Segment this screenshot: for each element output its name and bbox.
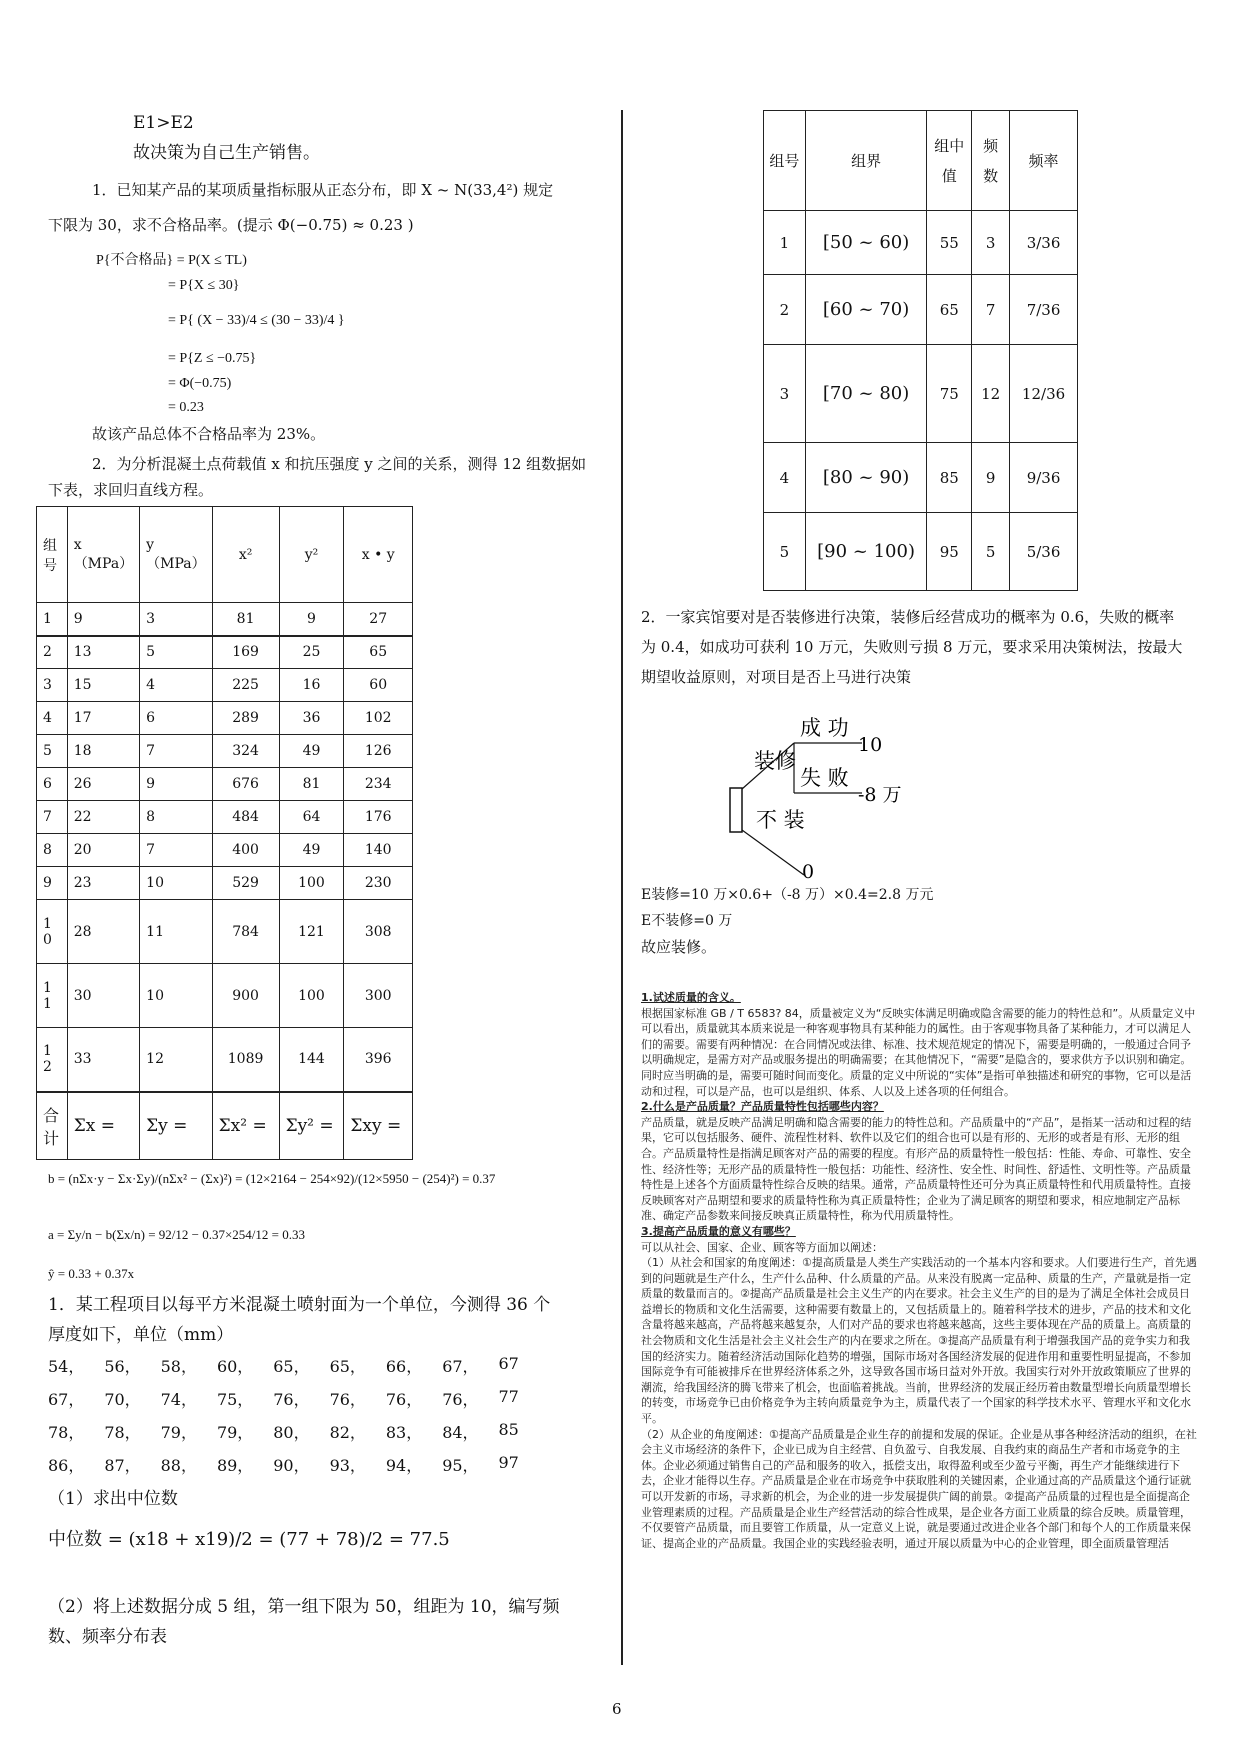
cell: 49 <box>279 735 344 768</box>
q1-step-5: = Φ(−0.75) <box>168 376 232 391</box>
total-label: 合计 <box>37 1092 68 1160</box>
cell: 300 <box>344 964 413 1028</box>
data-value: 93， <box>329 1456 366 1475</box>
data-value: 54， <box>48 1357 85 1376</box>
data-value: 83， <box>385 1423 423 1442</box>
cell: 396 <box>344 1028 413 1092</box>
cell: [90 ~ 100) <box>805 513 926 591</box>
header-x: x（MPa） <box>67 507 139 603</box>
expected-no-renovate: E不装修=0 万 <box>641 913 733 929</box>
table-row <box>37 735 413 768</box>
q4-text-line3: 期望收益原则，对项目是否上马进行决策 <box>641 668 912 686</box>
cell: 5 <box>37 735 68 768</box>
cell: 17 <box>67 702 139 735</box>
cell: 9 <box>972 443 1010 513</box>
cell: 3 <box>140 603 212 636</box>
cell: 3 <box>37 669 68 702</box>
data-value: 89， <box>216 1456 254 1475</box>
cell: 28 <box>67 900 139 964</box>
cell: 25 <box>279 636 344 669</box>
cell: 169 <box>212 636 279 669</box>
section-body: （2）从企业的角度阐述：①提高产品质量是企业生存的前提和发展的保证。企业是从事各种经济活动的组织，在社会主义市场经济的条件下，企业已成为自主经营、自负盈亏、自我发展、自我约束的商品生产者和市场竞争的主体。企业必须通过销售自己的产品和服务的收入，抵偿支出，取得盈利或至少盈亏平衡，再生产才能继续进行下去，企业才能得以生存。产品质量是企业在市场竞争中获取胜利的关键因素，企业通过高的产品质量这个通行证就可以开发新的市场，寻求新的机会，为企业的进一步发展提供广阔的前景。②提高产品质量的过程也是全面提高企业管理素质的过程。产品质量是企业生产经营活动的综合性成果，是企业各方面工业质量的综合反映。质量管理，不仅要管产品质量，而且要管工作质量，从一定意义上说，就是要通过改进企业各个部门和每个人的工作质量来保证、提高企业的产品质量。我国企业的实践经验表明，通过开展以质量为中心的企业管理，即全面质量管理活 <box>641 1427 1197 1550</box>
data-value: 56， <box>104 1357 141 1376</box>
cell: 33 <box>67 1028 139 1092</box>
cell: [70 ~ 80) <box>805 345 926 443</box>
table-row <box>37 702 413 735</box>
cell: 4 <box>140 669 212 702</box>
table-row <box>37 768 413 801</box>
cell: [60 ~ 70) <box>805 275 926 345</box>
data-row <box>48 1354 538 1387</box>
header-group-no: 组号 <box>764 111 806 211</box>
q1-text-line1: 1．已知某产品的某项质量指标服从正态分布，即 X ~ N(33,4²) 规定 <box>92 181 554 199</box>
cell: 900 <box>212 964 279 1028</box>
cell: 6 <box>140 702 212 735</box>
cell: 121 <box>279 900 344 964</box>
cell: 10 <box>140 964 212 1028</box>
data-row <box>48 1420 538 1453</box>
table-row <box>37 636 413 669</box>
essay-section <box>641 990 1198 1551</box>
cell: 75 <box>927 345 972 443</box>
cell: 308 <box>344 900 413 964</box>
data-value: 70， <box>104 1390 141 1409</box>
header-xy: x • y <box>344 507 413 603</box>
cell: 65 <box>927 275 972 345</box>
section-title: 2.什么是产品质量？产品质量特性包括哪些内容？ <box>641 1100 884 1114</box>
median-formula: 中位数 = (x18 + x19)/2 = (77 + 78)/2 = 77.5 <box>48 1529 450 1550</box>
q1-step-6: = 0.23 <box>168 400 204 415</box>
data-value: 75， <box>216 1390 254 1409</box>
q3-sub2-line1: （2）将上述数据分成 5 组，第一组下限为 50，组距为 10，编写频 <box>48 1597 560 1617</box>
table-row <box>37 1028 413 1092</box>
cell: 9 <box>67 603 139 636</box>
data-row <box>48 1453 538 1486</box>
data-value: 76， <box>273 1390 310 1409</box>
q4-text-line2: 为 0.4，如成功可获利 10 万元，失败则亏损 8 万元，要求采用决策树法，按最大 <box>641 638 1183 656</box>
cell: 81 <box>279 768 344 801</box>
data-value: 87， <box>104 1456 141 1475</box>
data-value: 76， <box>385 1390 423 1409</box>
table-row <box>764 275 1078 345</box>
q2-text-line2: 下表，求回归直线方程。 <box>48 481 214 499</box>
cell: 65 <box>344 636 413 669</box>
cell: 27 <box>344 603 413 636</box>
cell: 7 <box>140 834 212 867</box>
header-x2: x² <box>212 507 279 603</box>
data-value: 65， <box>273 1357 310 1376</box>
cell: 144 <box>279 1028 344 1092</box>
q1-step-2: = P{X ≤ 30} <box>168 278 240 293</box>
cell: 10 <box>140 867 212 900</box>
data-value: 60， <box>216 1357 254 1376</box>
data-value: 97 <box>498 1453 519 1472</box>
cell: 4 <box>764 443 806 513</box>
header-group: 组号 <box>37 507 68 603</box>
cell: 784 <box>212 900 279 964</box>
cell: 140 <box>344 834 413 867</box>
table-row <box>37 964 413 1028</box>
cell: 234 <box>344 768 413 801</box>
header-group-bound: 组界 <box>805 111 926 211</box>
data-value: 94， <box>385 1456 423 1475</box>
page-number: 6 <box>612 1700 622 1718</box>
data-value: 78， <box>104 1423 141 1442</box>
q1-text-line2: 下限为 30，求不合格品率。(提示 Φ(−0.75) ≈ 0.23 ) <box>48 216 414 234</box>
cell: 7 <box>140 735 212 768</box>
q1-answer: 故该产品总体不合格品率为 23%。 <box>92 425 326 443</box>
cell: 126 <box>344 735 413 768</box>
cell: 30 <box>67 964 139 1028</box>
expected-renovate: E装修=10 万×0.6+（-8 万）×0.4=2.8 万元 <box>641 887 934 903</box>
table-row <box>37 867 413 900</box>
q1-step-4: = P{Z ≤ −0.75} <box>168 351 257 366</box>
q1-step-3: = P{ (X − 33)/4 ≤ (30 − 33)/4 } <box>168 313 345 328</box>
cell: 16 <box>279 669 344 702</box>
table-total-row <box>37 1092 413 1160</box>
cell: 484 <box>212 801 279 834</box>
data-value: 58， <box>160 1357 197 1376</box>
section-title: 3.提高产品质量的意义有哪些？ <box>641 1224 796 1238</box>
cell: [50 ~ 60) <box>805 211 926 275</box>
data-value: 79， <box>160 1423 197 1442</box>
data-value: 77 <box>498 1387 519 1406</box>
column-divider <box>621 110 623 1665</box>
data-value: 79， <box>216 1423 254 1442</box>
data-value: 74， <box>160 1390 197 1409</box>
data-value: 66， <box>385 1357 423 1376</box>
cell: 100 <box>279 964 344 1028</box>
label-success: 成 功 <box>800 716 849 740</box>
data-value: 67 <box>498 1354 519 1373</box>
label-renovate: 装修 <box>754 749 796 773</box>
cell: 10 <box>37 900 68 964</box>
cell: 13 <box>67 636 139 669</box>
table-header-row <box>37 507 413 603</box>
section-title: 1.试述质量的含义。 <box>641 991 741 1004</box>
cell: 9 <box>37 867 68 900</box>
header-rate: 频率 <box>1010 111 1078 211</box>
table-row <box>37 603 413 636</box>
cell: 9/36 <box>1010 443 1078 513</box>
table-row <box>764 513 1078 591</box>
section-body: （1）从社会和国家的角度阐述：①提高质量是人类生产实践活动的一个基本内容和要求。人们要进行生产，首先遇到的问题就是生产什么，生产什么品种、什么质量的产品。从来没有脱离一定品种、质量的生产，产量就是指一定质量的数量而言的。②提高产品质量是社会主义生产的内在要求。社会主义生产的目的是为了满足全体社会成员日益增长的物质和文化生活需要，这种需要有数量上的，又包括质量上的。随着科学技术的进步，产品的技术和文化含量将越来越高，产品将越来越复杂，人们对产品的要求也将越来越高，这些主要体现在产品的质量上。高质量的社会物质和文化生活是社会主义社会生产的内在要求之所在。③提高产品质量有利于增强我国产品的竞争实力和我国的经济实力。随着经济活动国际化趋势的增强，国际市场对各国经济发展的促进作用和重要性明显提高，不参加国际竞争有可能被排斥在世界经济体系之外，这导致各国市场日益对外开放。我国实行对外开放政策顺应了世界的潮流，给我国经济的腾飞带来了机会，也面临着挑战。当前，世界经济的发展正经历着由数量型增长向质量型增长的转变，市场竞争已由价格竞争为主转向质量竞争为主，质量代表了一个国家的科学技术水平、管理水平和文化水平。 <box>641 1256 1197 1426</box>
cell: 529 <box>212 867 279 900</box>
cell: 324 <box>212 735 279 768</box>
cell: 81 <box>212 603 279 636</box>
cell: 8 <box>140 801 212 834</box>
cell: 22 <box>67 801 139 834</box>
cell: 3 <box>764 345 806 443</box>
value-success: 10 <box>858 734 883 756</box>
value-no-renovate: 0 <box>802 861 815 883</box>
label-failure: 失 败 <box>800 766 849 790</box>
table-row <box>37 834 413 867</box>
label-no-renovate: 不 装 <box>756 808 805 832</box>
cell: 11 <box>37 964 68 1028</box>
cell: 1 <box>37 603 68 636</box>
q3-text-line2: 厚度如下，单位（mm） <box>48 1325 234 1345</box>
cell: 230 <box>344 867 413 900</box>
conclusion-produce: 故决策为自己生产销售。 <box>133 143 320 163</box>
table-row <box>764 443 1078 513</box>
header-mid-value: 组中值 <box>927 111 972 211</box>
cell: 102 <box>344 702 413 735</box>
section-body: 产品质量，就是反映产品满足明确和隐含需要的能力的特性总和。产品质量中的“产品”，是指某一活动和过程的结果，它可以包括服务、硬件、流程性材料、软件以及它们的组合也可以是有形的、无形的或者是有形、无形的组合。产品质量特性是指满足顾客对产品的需要的程度。有形产品的质量特性一般包括：性能、寿命、可靠性、安全性、经济性等；无形产品的质量特性一般包括：功能性、经济性、安全性、时间性、舒适性、文明性等。产品质量特性是上述各个方面质量特性综合反映的结果。通常，产品质量特性还可分为真正质量特性和代用质量特性。直接反映顾客对产品期望和要求的质量特性称为真正质量特性；企业为了满足顾客的期望和要求，相应地制定产品标准、确定产品参数来间接反映真正质量特性，称为代用质量特性。 <box>641 1115 1192 1223</box>
header-frequency: 频数 <box>972 111 1010 211</box>
cell: 9 <box>279 603 344 636</box>
decision-node <box>730 788 742 832</box>
data-value: 80， <box>273 1423 310 1442</box>
conclusion-renovate: 故应装修。 <box>641 938 717 956</box>
regression-table <box>36 506 413 1160</box>
cell: 9 <box>140 768 212 801</box>
branch-no-renovate <box>742 830 804 875</box>
cell: 12 <box>37 1028 68 1092</box>
cell: 18 <box>67 735 139 768</box>
data-value: 86， <box>48 1456 85 1475</box>
cell: 64 <box>279 801 344 834</box>
cell: 7/36 <box>1010 275 1078 345</box>
q2-text-line1: 2．为分析混凝土点荷载值 x 和抗压强度 y 之间的关系，测得 12 组数据如 <box>92 455 587 473</box>
cell: 26 <box>67 768 139 801</box>
cell: 36 <box>279 702 344 735</box>
cell: 225 <box>212 669 279 702</box>
data-value: 76， <box>329 1390 366 1409</box>
data-value: 67， <box>48 1390 85 1409</box>
cell: 60 <box>344 669 413 702</box>
decision-tree <box>700 705 940 885</box>
section-body: 可以从社会、国家、企业、顾客等方面加以阐述： <box>641 1240 883 1254</box>
cell: 5 <box>140 636 212 669</box>
cell: 49 <box>279 834 344 867</box>
header-y2: y² <box>279 507 344 603</box>
table-row <box>37 900 413 964</box>
data-value: 65， <box>329 1357 366 1376</box>
table-row <box>37 669 413 702</box>
formula-yhat: ŷ = 0.33 + 0.37x <box>48 1266 135 1281</box>
cell: 12 <box>972 345 1010 443</box>
data-value: 78， <box>48 1423 85 1442</box>
table-row <box>764 211 1078 275</box>
total-sum-x2: Σx² = <box>212 1092 279 1160</box>
total-sum-xy: Σxy = <box>344 1092 413 1160</box>
cell: 55 <box>927 211 972 275</box>
table-header-row <box>764 111 1078 211</box>
e-relation: E1>E2 <box>133 113 194 133</box>
q4-text-line1: 2．一家宾馆要对是否装修进行决策，装修后经营成功的概率为 0.6，失败的概率 <box>641 608 1175 626</box>
table-row <box>764 345 1078 443</box>
cell: 6 <box>37 768 68 801</box>
cell: 1 <box>764 211 806 275</box>
cell: 20 <box>67 834 139 867</box>
table-row <box>37 801 413 834</box>
frequency-table <box>763 110 1078 591</box>
cell: 11 <box>140 900 212 964</box>
data-value: 76， <box>442 1390 479 1409</box>
cell: 5 <box>764 513 806 591</box>
cell: 85 <box>927 443 972 513</box>
q3-text-line1: 1．某工程项目以每平方米混凝土喷射面为一个单位，今测得 36 个 <box>48 1295 551 1315</box>
data-value: 95， <box>442 1456 479 1475</box>
cell: 7 <box>37 801 68 834</box>
cell: 95 <box>927 513 972 591</box>
data-value: 85 <box>498 1420 519 1439</box>
cell: 2 <box>764 275 806 345</box>
data-value: 84， <box>442 1423 479 1442</box>
q3-sub1: （1）求出中位数 <box>48 1489 178 1509</box>
cell: 23 <box>67 867 139 900</box>
cell: 15 <box>67 669 139 702</box>
cell: 7 <box>972 275 1010 345</box>
data-row <box>48 1387 538 1420</box>
cell: 176 <box>344 801 413 834</box>
cell: 2 <box>37 636 68 669</box>
cell: 5/36 <box>1010 513 1078 591</box>
data-value: 82， <box>329 1423 366 1442</box>
cell: 400 <box>212 834 279 867</box>
formula-a: a = Σy/n − b(Σx/n) = 92/12 − 0.37×254/12 = 0.33 <box>48 1227 305 1242</box>
q1-step-1: P{不合格品} = P(X ≤ TL) <box>96 253 247 268</box>
cell: 12/36 <box>1010 345 1078 443</box>
total-sum-y2: Σy² = <box>279 1092 344 1160</box>
cell: 676 <box>212 768 279 801</box>
cell: 3 <box>972 211 1010 275</box>
value-failure: -8 万 <box>858 784 902 806</box>
total-sum-y: Σy = <box>140 1092 212 1160</box>
cell: 4 <box>37 702 68 735</box>
formula-b: b = (nΣx·y − Σx·Σy)/(nΣx² − (Σx)²) = (12×2164 − 254×92)/(12×5950 − (254)²) = 0.37 <box>48 1171 496 1186</box>
section-body: 根据国家标准 GB / T 6583? 84，质量被定义为“反映实体满足明确或隐含需要的能力的特性总和”。从质量定义中可以看出，质量就其本质来说是一种客观事物具有某种能力的属性。由于客观事物具备了某种能力，才可以满足人们的需要。需要有两种情况：在合同情况或法律、标准、技术规范规定的情况下，需要是明确的，一般通过合同予以明确规定，是需方对产品或服务提出的明确需要；在其他情况下，“需要”是隐含的，要求供方予以识别和确定。同时应当明确的是，需要可随时间而变化。质量的定义中所说的“实体”是指可单独描述和研究的事物，它可以是活动和过程，可以是产品，也可以是组织、体系、人以及上述各项的任何组合。 <box>641 1006 1196 1098</box>
cell: 12 <box>140 1028 212 1092</box>
data-value: 90， <box>273 1456 310 1475</box>
cell: 1089 <box>212 1028 279 1092</box>
cell: 8 <box>37 834 68 867</box>
data-value: 88， <box>160 1456 197 1475</box>
q3-sub2-line2: 数、频率分布表 <box>48 1627 167 1647</box>
cell: 100 <box>279 867 344 900</box>
cell: 3/36 <box>1010 211 1078 275</box>
total-sum-x: Σx = <box>67 1092 139 1160</box>
cell: 289 <box>212 702 279 735</box>
data-value: 67， <box>442 1357 479 1376</box>
cell: [80 ~ 90) <box>805 443 926 513</box>
header-y: y（MPa） <box>140 507 212 603</box>
cell: 5 <box>972 513 1010 591</box>
thickness-data <box>48 1354 538 1486</box>
